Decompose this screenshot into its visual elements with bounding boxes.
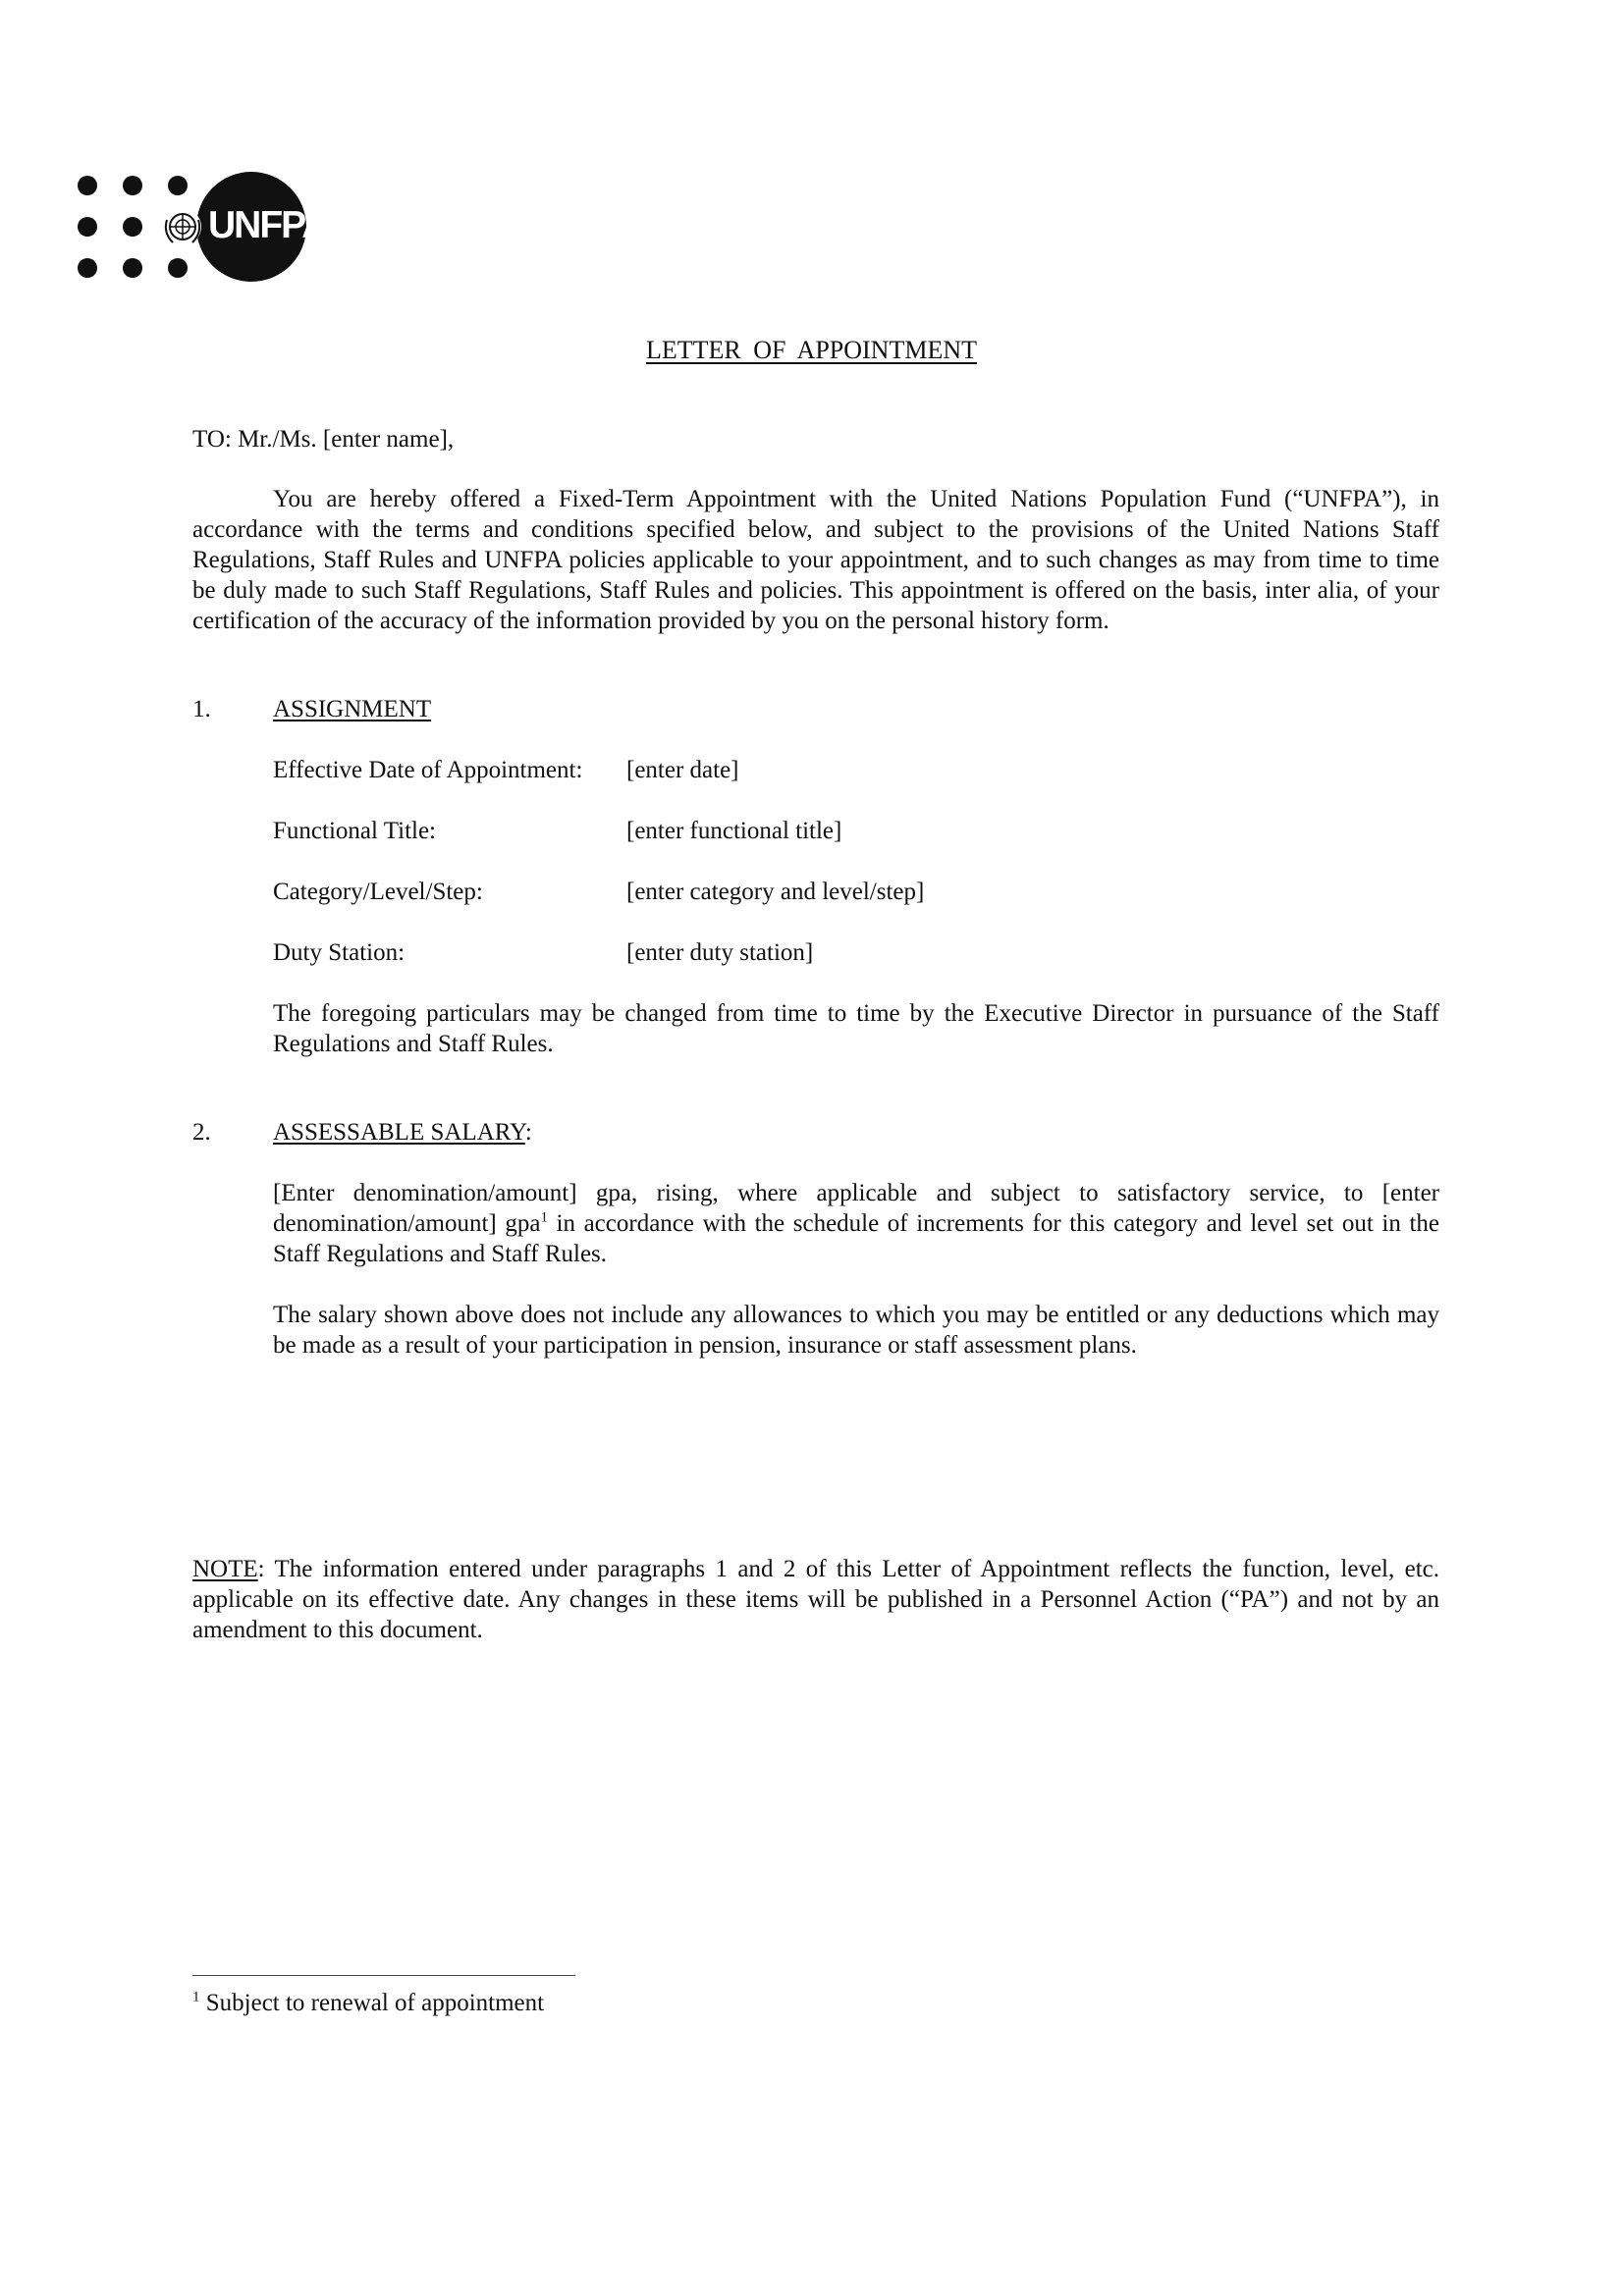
document-title [0, 334, 1623, 367]
logo-dot [168, 176, 188, 195]
section-heading: ASSESSABLE SALARY [273, 1119, 525, 1146]
logo-dot [123, 176, 142, 195]
field-value: [enter category and level/step] [626, 879, 925, 905]
unfpa-logo [73, 171, 328, 289]
footnote-number: 1 [192, 1989, 200, 2005]
salary-text: [Enter denomination/amount] gpa, rising, where applicable and subject to satisfactory service, to [enter denomination/amount] gpa [273, 1180, 1439, 1237]
field-row-effective-date [273, 755, 1439, 785]
logo-dot [78, 217, 97, 237]
section-heading: ASSIGNMENT [273, 696, 432, 722]
section-number: 1. [192, 696, 211, 722]
field-value: [enter functional title] [626, 818, 842, 844]
logo-dot [123, 217, 142, 237]
logo-dot [78, 176, 97, 195]
field-label: Category/Level/Step: [273, 879, 483, 905]
allowances-paragraph: The salary shown above does not include any allowances to which you may be entitled or any deductions which may be made as a result of your participation in pension, insurance or staff assessment plans. [273, 1302, 1439, 1359]
section-heading-wrap [273, 1117, 532, 1148]
salary-text-continued: in accordance with the schedule of increments for this category and level set out in the Staff Regulations and Staff Rules. [273, 1210, 1439, 1267]
assignment-note: The foregoing particulars may be changed from time to time by the Executive Director in pursuance of the Staff Regulations and Staff Rules. [273, 1000, 1439, 1057]
footnote-reference: 1 [540, 1209, 548, 1226]
section-salary-header [192, 1117, 1439, 1148]
section-assignment-header [192, 694, 1439, 724]
addressee-line: TO: Mr./Ms. [enter name], [192, 426, 455, 453]
footnote-text: Subject to renewal of appointment [199, 1990, 545, 2016]
logo-wordmark: UNFPA [208, 204, 328, 246]
section-number: 2. [192, 1119, 211, 1146]
section-heading-suffix: : [524, 1119, 532, 1146]
salary-content [273, 1178, 1439, 1361]
logo-dot [168, 258, 188, 278]
field-label: Functional Title: [273, 818, 437, 844]
field-label: Duty Station: [273, 939, 406, 966]
field-row-functional-title [273, 816, 1439, 846]
assignment-fields [273, 755, 1439, 1059]
field-row-duty-station [273, 937, 1439, 968]
note-label: NOTE [192, 1556, 258, 1582]
footnote-divider [192, 1975, 575, 1976]
logo-dot [78, 258, 97, 278]
field-value: [enter date] [626, 757, 739, 783]
note-paragraph [192, 1554, 1439, 1645]
letter-body [192, 424, 1439, 1361]
footnote [192, 1988, 544, 2018]
un-emblem-icon [164, 208, 201, 245]
logo-dot [123, 258, 142, 278]
field-label: Effective Date of Appointment: [273, 757, 583, 783]
field-row-category-level [273, 877, 1439, 907]
note-text: : The information entered under paragraphs 1 and 2 of this Letter of Appointment reflects the function, level, etc. applicable on its effective date. Any changes in these items will be published in a Personnel Action (“PA”) and not by an amendment to this document. [192, 1556, 1439, 1643]
intro-paragraph: You are hereby offered a Fixed-Term Appointment with the United Nations Population Fund (“UNFPA”), in accordance with the terms and conditions specified below, and subject to the provisions of the United Nations Staff Regulations, Staff Rules and UNFPA policies applicable to your appointment, and to such changes as may from time to time be duly made to such Staff Regulations, Staff Rules and policies. This appointment is offered on the basis, inter alia, of your certification of the accuracy of the information provided by you on the personal history form. [192, 486, 1439, 634]
field-value: [enter duty station] [626, 939, 814, 966]
document-title-text: LETTER OF APPOINTMENT [646, 336, 977, 364]
salary-paragraph [273, 1178, 1439, 1269]
